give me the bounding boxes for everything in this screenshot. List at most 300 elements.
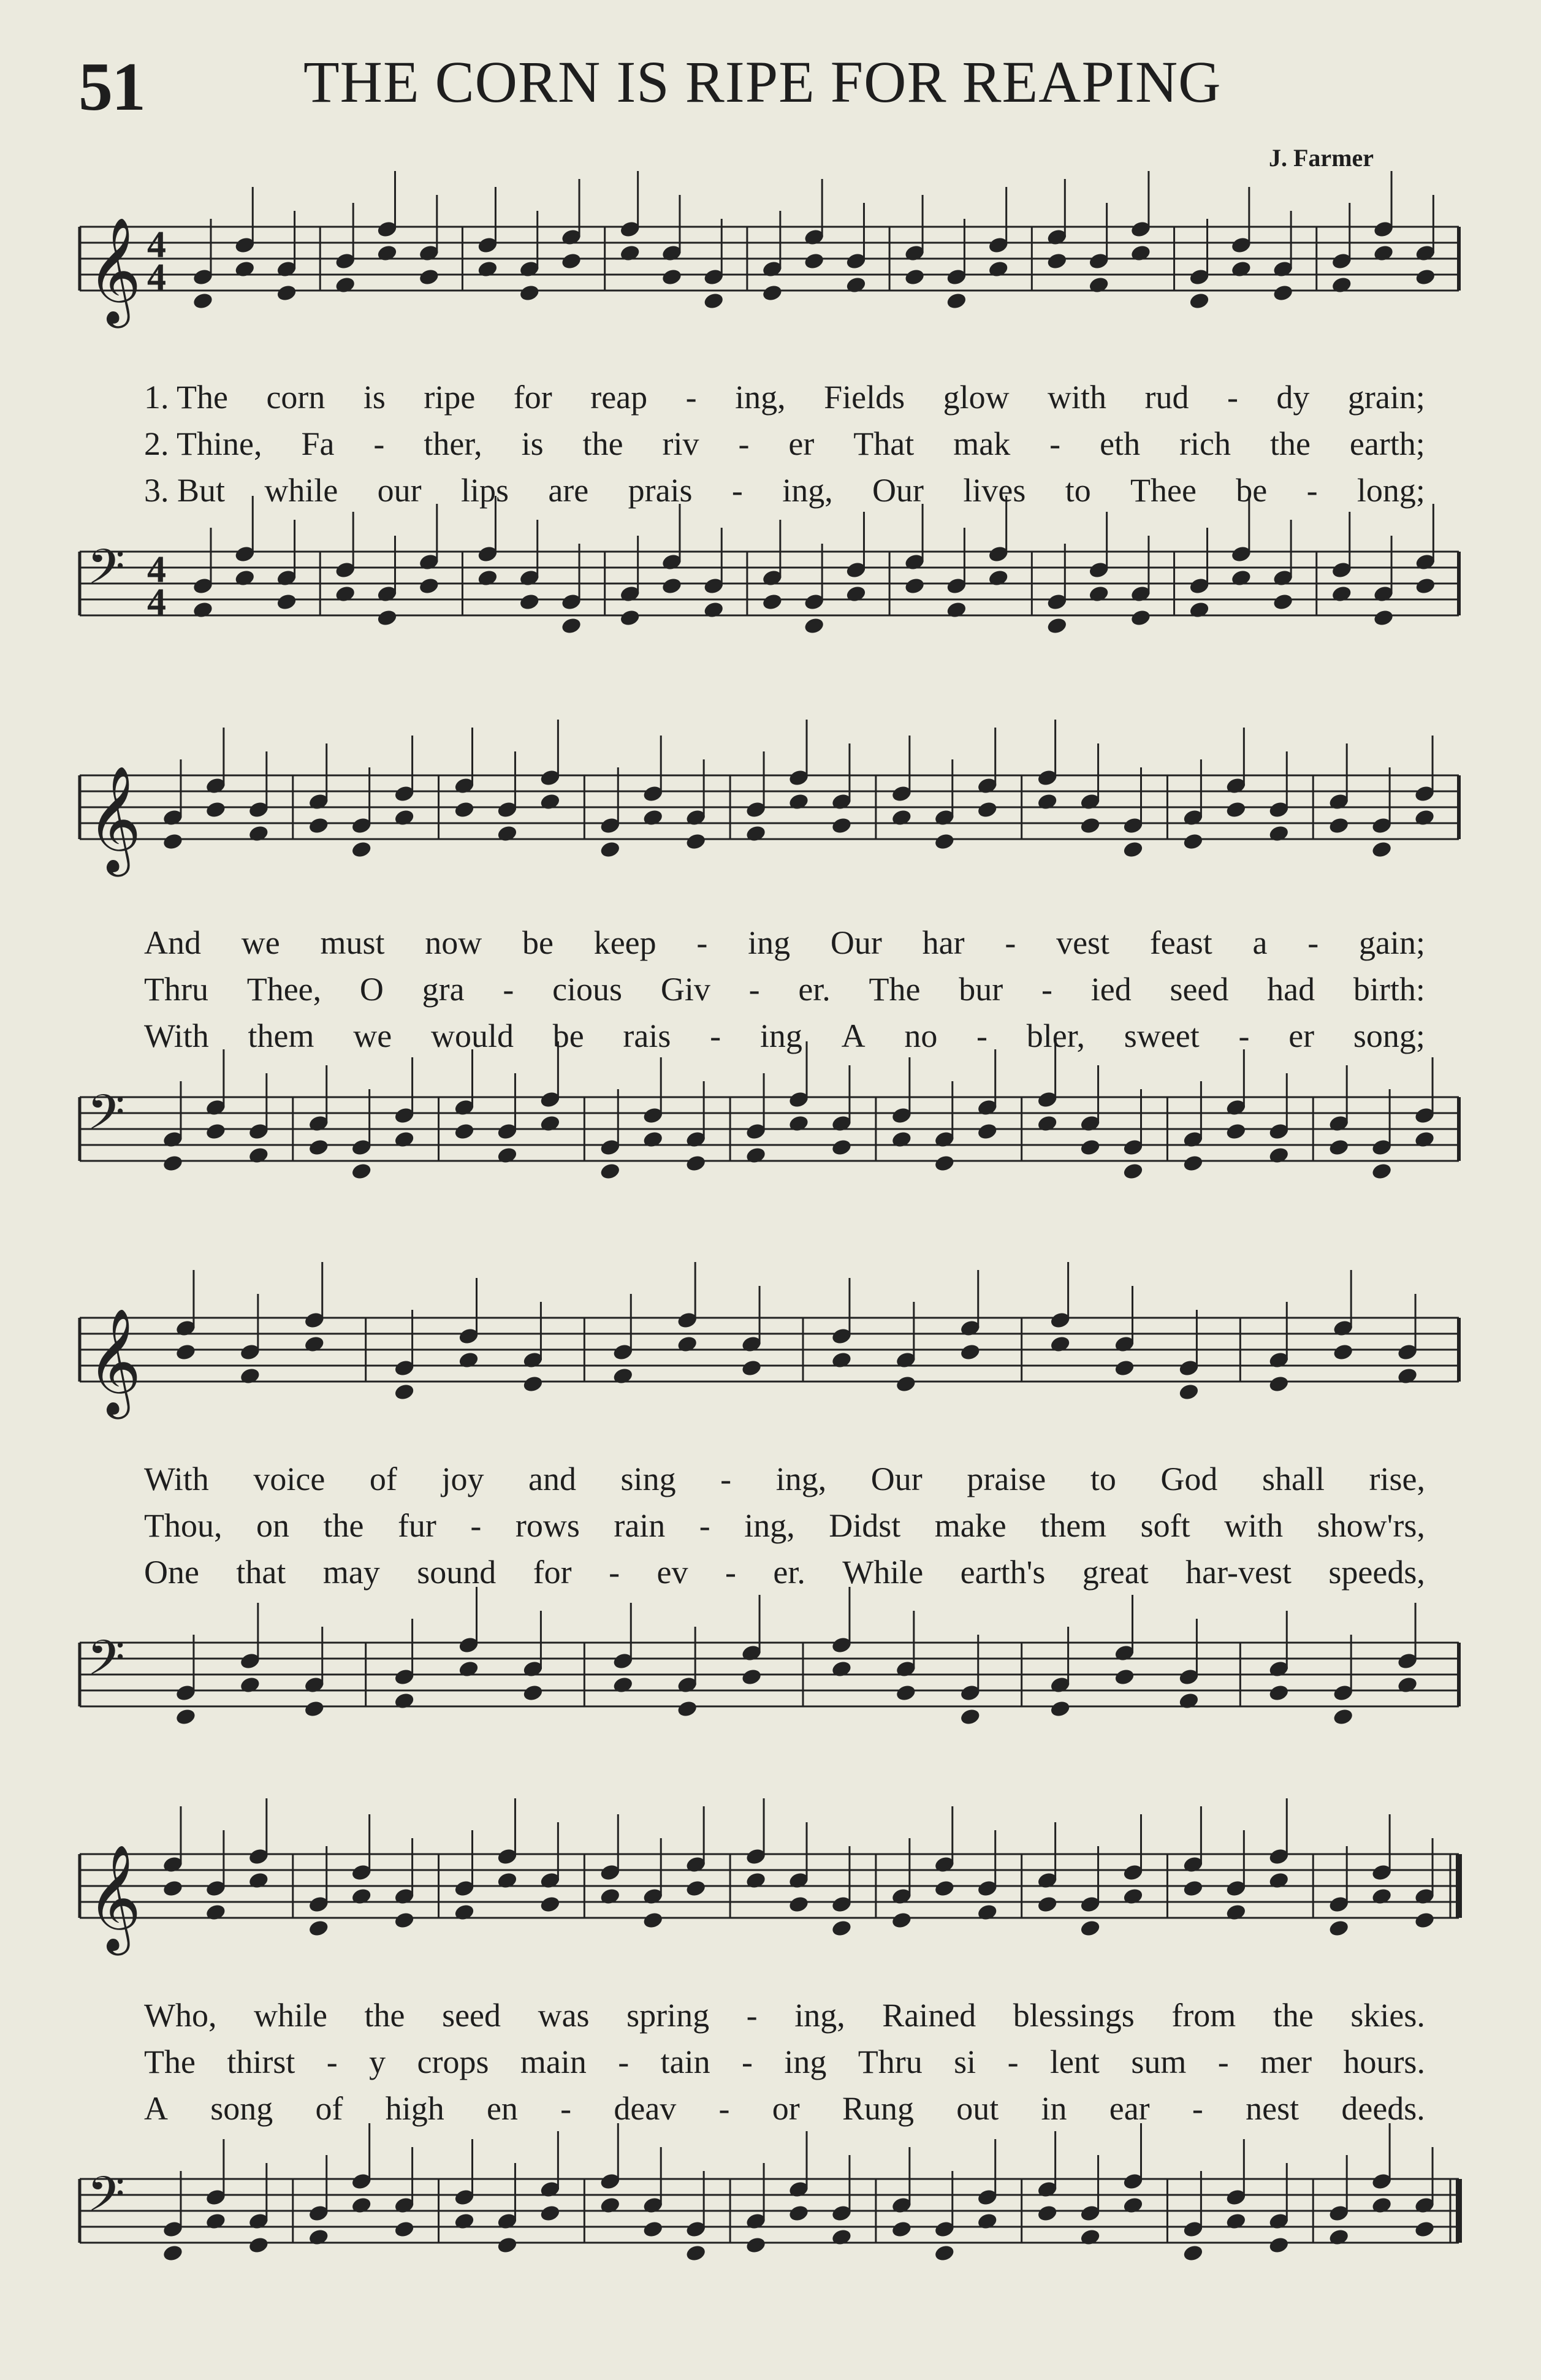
notehead: [497, 2236, 519, 2255]
lyric-syllable: in: [1041, 2090, 1067, 2127]
lyric-syllable: lent: [1049, 2044, 1100, 2080]
lyric-syllable: be: [1236, 472, 1268, 509]
notehead: [987, 260, 1010, 279]
notehead: [1268, 1684, 1290, 1703]
lyric-syllable: Thee: [1130, 472, 1197, 509]
lyric-syllable: skies.: [1350, 1997, 1425, 2034]
notehead: [1396, 1367, 1418, 1386]
notehead: [1046, 252, 1068, 271]
notehead: [702, 601, 725, 620]
lyric-syllable: praise: [967, 1461, 1046, 1497]
notehead: [192, 601, 214, 620]
lyric-syllable: -: [718, 2090, 730, 2127]
lyric-syllable: prais: [628, 472, 693, 509]
lyric-syllable: With: [144, 1461, 209, 1497]
lyric-syllable: long;: [1356, 472, 1425, 509]
notehead: [676, 1335, 698, 1354]
notehead: [976, 1122, 999, 1141]
lyric-syllable: er: [788, 425, 815, 462]
notehead: [612, 1367, 634, 1386]
lyric-syllable: mak: [953, 425, 1011, 462]
lyric-syllable: -: [742, 2044, 753, 2080]
notehead: [1272, 593, 1294, 612]
notehead: [1049, 1700, 1071, 1719]
notehead: [394, 1130, 416, 1149]
lyric-syllable: speeds,: [1328, 1554, 1425, 1591]
notehead: [934, 832, 956, 851]
lyric-syllable: with: [1048, 379, 1107, 416]
lyric-syllable: -: [609, 1554, 620, 1591]
lyric-syllable: for: [533, 1554, 572, 1591]
notehead: [1189, 601, 1211, 620]
notehead: [394, 808, 416, 827]
lyric-syllable: That: [853, 425, 915, 462]
lyric-syllable: the: [582, 425, 623, 462]
lyric-syllable: rais: [623, 1017, 671, 1054]
lyric-syllable: rise,: [1369, 1461, 1425, 1497]
treble-clef-icon: 𝄞: [87, 1844, 142, 1951]
notehead: [685, 1154, 707, 1173]
notehead: [1371, 1887, 1393, 1906]
lyric-syllable: main: [520, 2044, 587, 2080]
lyric-syllable: si: [954, 2044, 976, 2080]
lyric-syllable: -: [685, 379, 697, 416]
lyric-syllable: joy: [441, 1461, 484, 1497]
notehead: [1225, 1122, 1247, 1141]
notehead: [394, 2220, 416, 2239]
notehead: [539, 1895, 561, 1914]
notehead: [891, 808, 913, 827]
notehead: [205, 1122, 227, 1141]
notehead: [987, 569, 1010, 588]
lyric-syllable: ied: [1090, 971, 1132, 1008]
lyric-syllable: -: [1307, 924, 1319, 961]
lyric-syllable: tain: [660, 2044, 710, 2080]
lyric-syllable: ing,: [735, 379, 786, 416]
lyric-syllable: Thou,: [144, 1507, 223, 1544]
notehead: [248, 1146, 270, 1165]
lyric-syllable: And: [144, 924, 201, 961]
notehead: [803, 617, 825, 636]
notehead: [175, 1343, 197, 1362]
notehead: [702, 292, 725, 311]
lyric-syllable: -: [1238, 1017, 1250, 1054]
lyric-line: [144, 1456, 1425, 1502]
notehead: [1268, 2236, 1290, 2255]
lyric-syllable: eth: [1100, 425, 1141, 462]
lyric-syllable: is: [521, 425, 544, 462]
notehead: [661, 268, 683, 287]
notehead: [891, 2220, 913, 2239]
lyric-syllable: O: [359, 971, 384, 1008]
notehead: [740, 1668, 763, 1687]
notehead: [891, 1911, 913, 1930]
notehead: [1372, 609, 1395, 628]
lyric-syllable: Thru: [144, 971, 208, 1008]
notehead: [1079, 816, 1102, 835]
notehead: [642, 808, 664, 827]
notehead: [642, 1130, 664, 1149]
notehead: [1414, 808, 1436, 827]
lyric-syllable: sound: [417, 1554, 497, 1591]
notehead: [1396, 1676, 1418, 1695]
notehead: [599, 1887, 621, 1906]
lyric-syllable: high: [385, 2090, 444, 2127]
notehead: [394, 1911, 416, 1930]
notehead: [1268, 1871, 1290, 1890]
bass-clef-icon: 𝄢: [87, 1629, 125, 1698]
notehead: [1130, 609, 1152, 628]
notehead: [1268, 1146, 1290, 1165]
notehead: [234, 260, 256, 279]
lyric-line: [144, 2085, 1425, 2132]
notehead: [1225, 2212, 1247, 2231]
lyric-syllable: Rained: [882, 1997, 976, 2034]
lyric-syllable: ev: [656, 1554, 688, 1591]
notehead: [1225, 800, 1247, 819]
notehead: [976, 1903, 999, 1922]
notehead: [642, 1911, 664, 1930]
lyric-syllable: Our: [830, 924, 882, 961]
notehead: [676, 1700, 698, 1719]
notehead: [394, 1692, 416, 1711]
time-signature-top: 4: [147, 549, 166, 591]
notehead: [522, 1684, 544, 1703]
notehead: [1182, 2244, 1204, 2263]
notehead: [1122, 1162, 1144, 1181]
lyric-syllable: ear: [1109, 2090, 1150, 2127]
treble-staff-2: [0, 766, 1541, 898]
notehead: [1371, 840, 1393, 859]
notehead: [276, 593, 298, 612]
notehead: [454, 1122, 476, 1141]
notehead: [1328, 1919, 1350, 1938]
notehead: [745, 824, 767, 843]
lyric-line: [144, 467, 1425, 514]
lyric-syllable: is: [363, 379, 386, 416]
lyric-line: [144, 1992, 1425, 2039]
lyric-syllable: Didst: [829, 1507, 901, 1544]
lyric-syllable: -: [503, 971, 514, 1008]
notehead: [934, 1879, 956, 1898]
lyric-line: [144, 374, 1425, 420]
lyric-syllable: vest: [1056, 924, 1110, 961]
notehead: [477, 569, 499, 588]
lyric-syllable: now: [425, 924, 482, 961]
lyric-syllable: be: [522, 924, 554, 961]
notehead: [1182, 1154, 1204, 1173]
lyric-syllable: God: [1160, 1461, 1218, 1497]
lyric-syllable: are: [548, 472, 589, 509]
lyric-syllable: bur: [959, 971, 1003, 1008]
lyric-syllable: Fa: [301, 425, 335, 462]
notehead: [351, 1162, 373, 1181]
lyric-syllable: sum: [1131, 2044, 1187, 2080]
lyric-syllable: -: [725, 1554, 736, 1591]
lyric-syllable: on: [256, 1507, 289, 1544]
notehead: [831, 1351, 853, 1370]
lyric-syllable: ing,: [782, 472, 833, 509]
lyric-syllable: spring: [626, 1997, 710, 2034]
notehead: [976, 800, 999, 819]
notehead: [351, 2196, 373, 2215]
bass-clef-icon: 𝄢: [87, 2165, 125, 2235]
notehead: [1114, 1359, 1136, 1378]
notehead: [831, 1919, 853, 1938]
notehead: [1371, 1162, 1393, 1181]
lyric-syllable: A: [144, 2090, 168, 2127]
lyric-syllable: -: [976, 1017, 988, 1054]
lyric-syllable: we: [353, 1017, 392, 1054]
lyrics-block-1: [144, 374, 1425, 514]
notehead: [1332, 1343, 1354, 1362]
time-signature-top: 4: [147, 224, 166, 266]
lyric-syllable: en: [486, 2090, 518, 2127]
treble-clef-icon: 𝄞: [87, 1308, 142, 1415]
lyric-syllable: dy: [1276, 379, 1310, 416]
lyric-syllable: ing: [759, 1017, 802, 1054]
notehead: [205, 800, 227, 819]
lyric-syllable: had: [1267, 971, 1315, 1008]
notehead: [497, 824, 519, 843]
lyric-syllable: Fields: [824, 379, 905, 416]
lyric-line: [144, 420, 1425, 467]
lyric-syllable: shall: [1261, 1461, 1325, 1497]
notehead: [308, 816, 330, 835]
lyric-syllable: glow: [943, 379, 1010, 416]
notehead: [248, 824, 270, 843]
notehead: [1037, 793, 1059, 812]
notehead: [1122, 1887, 1144, 1906]
notehead: [1049, 1335, 1071, 1354]
lyric-syllable: y: [369, 2044, 386, 2080]
notehead: [788, 1114, 810, 1133]
notehead: [458, 1660, 480, 1679]
lyric-syllable: show'rs,: [1317, 1507, 1425, 1544]
notehead: [192, 292, 214, 311]
notehead: [539, 1114, 561, 1133]
notehead: [740, 1359, 763, 1378]
lyric-syllable: earth's: [960, 1554, 1046, 1591]
notehead: [831, 1138, 853, 1157]
notehead: [1225, 1903, 1247, 1922]
notehead: [685, 1879, 707, 1898]
lyric-syllable: Giv: [660, 971, 710, 1008]
lyric-syllable: deav: [614, 2090, 677, 2127]
lyric-line: [144, 1013, 1425, 1059]
lyric-syllable: har-vest: [1185, 1554, 1292, 1591]
notehead: [788, 2204, 810, 2223]
notehead: [1114, 1668, 1136, 1687]
lyric-syllable: ing,: [794, 1997, 845, 2034]
lyric-syllable: -: [1227, 379, 1238, 416]
notehead: [162, 1154, 184, 1173]
notehead: [394, 1383, 416, 1402]
notehead: [1182, 1879, 1204, 1898]
lyric-syllable: while: [264, 472, 338, 509]
notehead: [162, 2244, 184, 2263]
notehead: [1079, 2228, 1102, 2247]
lyric-syllable: While: [842, 1554, 924, 1591]
lyric-syllable: be: [552, 1017, 584, 1054]
lyric-syllable: sweet: [1124, 1017, 1200, 1054]
notehead: [1088, 276, 1110, 295]
notehead: [522, 1375, 544, 1394]
notehead: [308, 1138, 330, 1157]
notehead: [376, 244, 398, 263]
lyrics-block-4: [144, 1992, 1425, 2132]
lyric-syllable: make: [934, 1507, 1006, 1544]
lyric-syllable: gain;: [1358, 924, 1425, 961]
notehead: [891, 1130, 913, 1149]
notehead: [1331, 276, 1353, 295]
notehead: [497, 1146, 519, 1165]
lyric-syllable: The: [869, 971, 921, 1008]
lyric-syllable: -: [738, 425, 750, 462]
lyric-syllable: crops: [417, 2044, 489, 2080]
notehead: [685, 2244, 707, 2263]
notehead: [1414, 1130, 1436, 1149]
lyric-syllable: for: [513, 379, 552, 416]
lyric-syllable: Our: [872, 472, 924, 509]
lyric-syllable: while: [254, 1997, 327, 2034]
notehead: [1328, 1138, 1350, 1157]
lyric-syllable: earth;: [1349, 425, 1425, 462]
notehead: [745, 1146, 767, 1165]
lyric-syllable: -: [1041, 971, 1052, 1008]
notehead: [599, 840, 621, 859]
lyric-syllable: Our: [870, 1461, 923, 1497]
lyric-syllable: riv: [662, 425, 699, 462]
notehead: [788, 793, 810, 812]
notehead: [1079, 1138, 1102, 1157]
notehead: [803, 252, 825, 271]
lyric-line: [144, 1549, 1425, 1595]
lyric-syllable: bler,: [1026, 1017, 1086, 1054]
notehead: [162, 1879, 184, 1898]
lyric-syllable: With: [144, 1017, 209, 1054]
notehead: [418, 577, 440, 596]
notehead: [959, 1343, 981, 1362]
notehead: [454, 800, 476, 819]
notehead: [1230, 260, 1252, 279]
lyric-syllable: of: [315, 2090, 343, 2127]
lyric-syllable: -: [1005, 924, 1016, 961]
treble-staff-4: [0, 1844, 1541, 1977]
notehead: [1328, 2228, 1350, 2247]
lyric-syllable: mer: [1260, 2044, 1312, 2080]
bass-staff-4: [0, 2165, 1541, 2302]
lyric-syllable: Thru: [858, 2044, 923, 2080]
lyric-syllable: and: [528, 1461, 576, 1497]
notehead: [831, 1660, 853, 1679]
notehead: [745, 2236, 767, 2255]
lyric-syllable: or: [772, 2090, 800, 2127]
bass-staff-2: [0, 1084, 1541, 1220]
notehead: [308, 1919, 330, 1938]
lyric-syllable: One: [144, 1554, 199, 1591]
lyric-line: [144, 919, 1425, 966]
notehead: [1178, 1692, 1200, 1711]
notehead: [539, 2204, 561, 2223]
notehead: [234, 569, 256, 588]
lyric-syllable: grain;: [1347, 379, 1425, 416]
notehead: [519, 593, 541, 612]
lyric-syllable: lips: [460, 472, 509, 509]
notehead: [1130, 244, 1152, 263]
lyric-syllable: we: [241, 924, 280, 961]
lyric-syllable: -: [1192, 2090, 1203, 2127]
lyric-syllable: must: [320, 924, 385, 961]
lyric-syllable: rich: [1179, 425, 1231, 462]
lyric-syllable: feast: [1149, 924, 1212, 961]
lyric-syllable: our: [377, 472, 422, 509]
notehead: [1230, 569, 1252, 588]
lyric-syllable: song: [210, 2090, 273, 2127]
lyric-syllable: Rung: [842, 2090, 915, 2127]
notehead: [539, 793, 561, 812]
lyric-syllable: fur: [397, 1507, 436, 1544]
lyric-syllable: The: [144, 2044, 196, 2080]
lyric-syllable: great: [1082, 1554, 1149, 1591]
lyric-syllable: -: [470, 1507, 482, 1544]
lyric-syllable: -: [696, 924, 708, 961]
lyric-syllable: ing: [784, 2044, 827, 2080]
notehead: [454, 2212, 476, 2231]
lyric-syllable: keep: [593, 924, 656, 961]
notehead: [619, 609, 641, 628]
lyric-syllable: the: [364, 1997, 405, 2034]
notehead: [1268, 824, 1290, 843]
notehead: [477, 260, 499, 279]
notehead: [560, 252, 582, 271]
treble-clef-icon: 𝄞: [87, 766, 142, 872]
lyric-syllable: rain: [614, 1507, 666, 1544]
lyric-syllable: -: [1217, 2044, 1229, 2080]
lyric-syllable: ripe: [424, 379, 476, 416]
notehead: [519, 284, 541, 303]
lyric-syllable: that: [236, 1554, 286, 1591]
lyric-syllable: deeds.: [1341, 2090, 1425, 2127]
lyric-line: [144, 1502, 1425, 1549]
notehead: [303, 1335, 325, 1354]
lyric-syllable: was: [538, 1997, 590, 2034]
notehead: [934, 2244, 956, 2263]
lyric-syllable: A: [841, 1017, 866, 1054]
lyric-syllable: har: [922, 924, 965, 961]
notehead: [205, 1903, 227, 1922]
lyric-syllable: them: [1040, 1507, 1107, 1544]
lyric-syllable: corn: [266, 379, 325, 416]
notehead: [239, 1676, 261, 1695]
lyric-syllable: gra: [422, 971, 465, 1008]
notehead: [1037, 1895, 1059, 1914]
notehead: [175, 1708, 197, 1727]
lyric-syllable: -: [1049, 425, 1061, 462]
notehead: [351, 840, 373, 859]
notehead: [1272, 284, 1294, 303]
notehead: [497, 1871, 519, 1890]
notehead: [1328, 816, 1350, 835]
composer-credit: J. Farmer: [1269, 144, 1374, 172]
lyric-syllable: -: [373, 425, 385, 462]
hymn-title: THE CORN IS RIPE FOR REAPING: [303, 49, 1222, 115]
lyric-syllable: ing,: [775, 1461, 827, 1497]
bass-clef-icon: 𝄢: [87, 1084, 125, 1153]
notehead: [454, 1903, 476, 1922]
lyric-syllable: them: [248, 1017, 314, 1054]
lyrics-block-2: [144, 919, 1425, 1059]
